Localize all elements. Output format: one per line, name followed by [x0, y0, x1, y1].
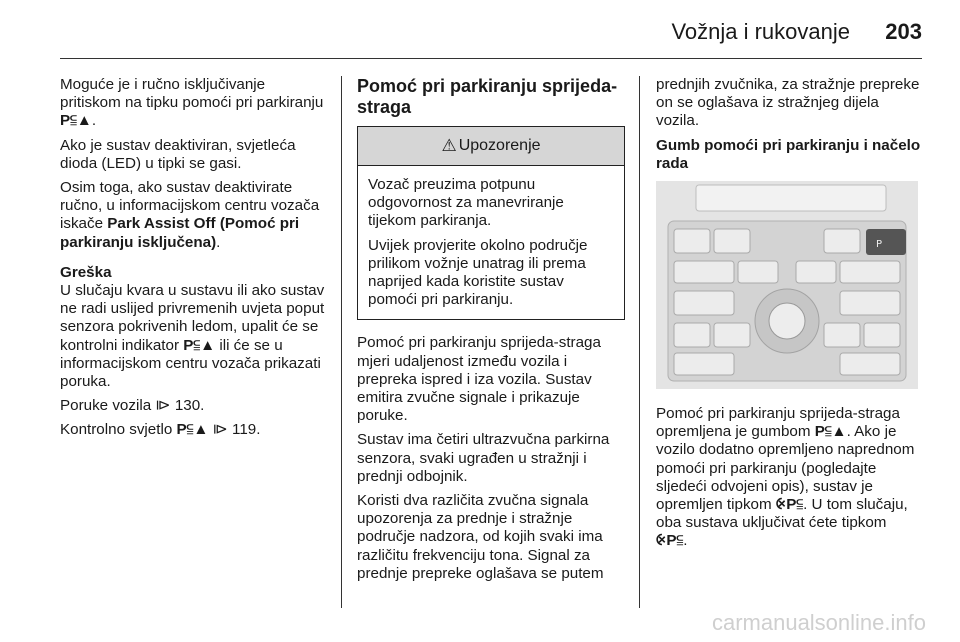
paragraph: Pomoć pri parkiranju sprijeda-straga opremljena je gumbom P⫅▲. Ako je vozilo dodatno opremljeno naprednom pomoći pri parkiranju (pogledajte sljedeći odvojeni opis), sustav je opremljen tipkom ⨴P⫅. U tom slučaju, oba sustava uključivat ćete tipkom ⨴P⫅.	[656, 405, 915, 550]
fault-paragraph: Greška U slučaju kvara u sustavu ili ako sustav ne radi uslijed privremenih uvjeta poput senzora pokrivenih ledom, upalit će se kontrolni indikator P⫅▲ ili će se u informacijskom centru vozača prikazati poruka.	[60, 263, 325, 391]
warning-text: Vozač preuzima potpunu odgovornost za manevriranje tijekom parkiranja.	[368, 176, 564, 230]
column-1	[60, 76, 330, 446]
paragraph: Osim toga, ako sustav deaktivirate ručno, u informacijskom centru vozača iskače Park Assist Off (Pomoć pri parkiranju isključena).	[60, 179, 320, 251]
warning-text: Uvijek provjerite okolno područje prilikom vožnje unatrag ili prema naprijed kada koristite sustav pomoći pri parkiranju.	[368, 236, 588, 309]
advanced-park-assist-icon: ⨴P⫅	[656, 532, 684, 550]
paragraph: Koristi dva različita zvučna signala upozorenja za prednje i stražnje područje nadzora, od kojih svaki ima različitu frekvenciju tona. Signal za prednje prepreke oglašava se putem	[357, 492, 604, 582]
page-header	[60, 18, 922, 59]
paragraph: prednjih zvučnika, za stražnje prepreke on se oglašava iz stražnjeg dijela vozila.	[656, 76, 920, 130]
subsection-heading: Gumb pomoći pri parkiranju i načelo rada	[656, 136, 921, 172]
section-title: Vožnja i rukovanje	[671, 19, 850, 44]
warning-box	[357, 126, 625, 320]
display-message: Park Assist Off (Pomoć pri parkiranju isključena)	[60, 215, 300, 251]
reference-arrow-icon: ⧐	[155, 397, 171, 415]
reference-link[interactable]: Poruke vozila ⧐ 130.	[60, 397, 205, 415]
reference-arrow-icon: ⧐	[212, 421, 228, 439]
paragraph: Pomoć pri parkiranju sprijeda-straga mjeri udaljenost između vozila i prepreka ispred i iza vozila. Sustav emitira zvučne signale i prikazuje poruke.	[357, 334, 601, 425]
column-divider	[341, 76, 342, 608]
section-heading: Pomoć pri parkiranju sprijeda-straga	[357, 76, 618, 117]
svg-text:P: P	[876, 239, 883, 251]
park-assist-icon: P⫅▲	[183, 336, 216, 354]
park-assist-icon: P⫅▲	[176, 421, 209, 439]
park-assist-icon: P⫅▲	[814, 423, 847, 441]
park-assist-icon: P⫅▲	[60, 112, 92, 130]
paragraph: Ako je sustav deaktiviran, svjetleća dioda (LED) u tipki se gasi.	[60, 136, 296, 172]
watermark: carmanualsonline.info	[711, 610, 926, 635]
column-2	[357, 76, 625, 589]
warning-triangle-icon: ⚠	[441, 135, 457, 155]
advanced-park-assist-icon: ⨴P⫅	[775, 496, 804, 514]
column-3	[656, 76, 922, 557]
paragraph: Sustav ima četiri ultrazvučna parkirna senzora, svaki ugrađen u stražnji i prednji odbojnik.	[357, 431, 610, 485]
warning-header: ⚠ Upozorenje	[358, 127, 624, 166]
reference-link[interactable]: Kontrolno svjetlo P⫅▲ ⧐ 119.	[60, 421, 261, 439]
column-divider	[639, 76, 640, 608]
paragraph: Moguće je i ručno isključivanje pritiskom na tipku pomoći pri parkiranju P⫅▲.	[60, 76, 324, 130]
page-number: 203	[885, 19, 922, 44]
fault-heading: Greška	[60, 263, 112, 281]
center-console-photo	[656, 181, 918, 389]
warning-body	[358, 166, 624, 319]
